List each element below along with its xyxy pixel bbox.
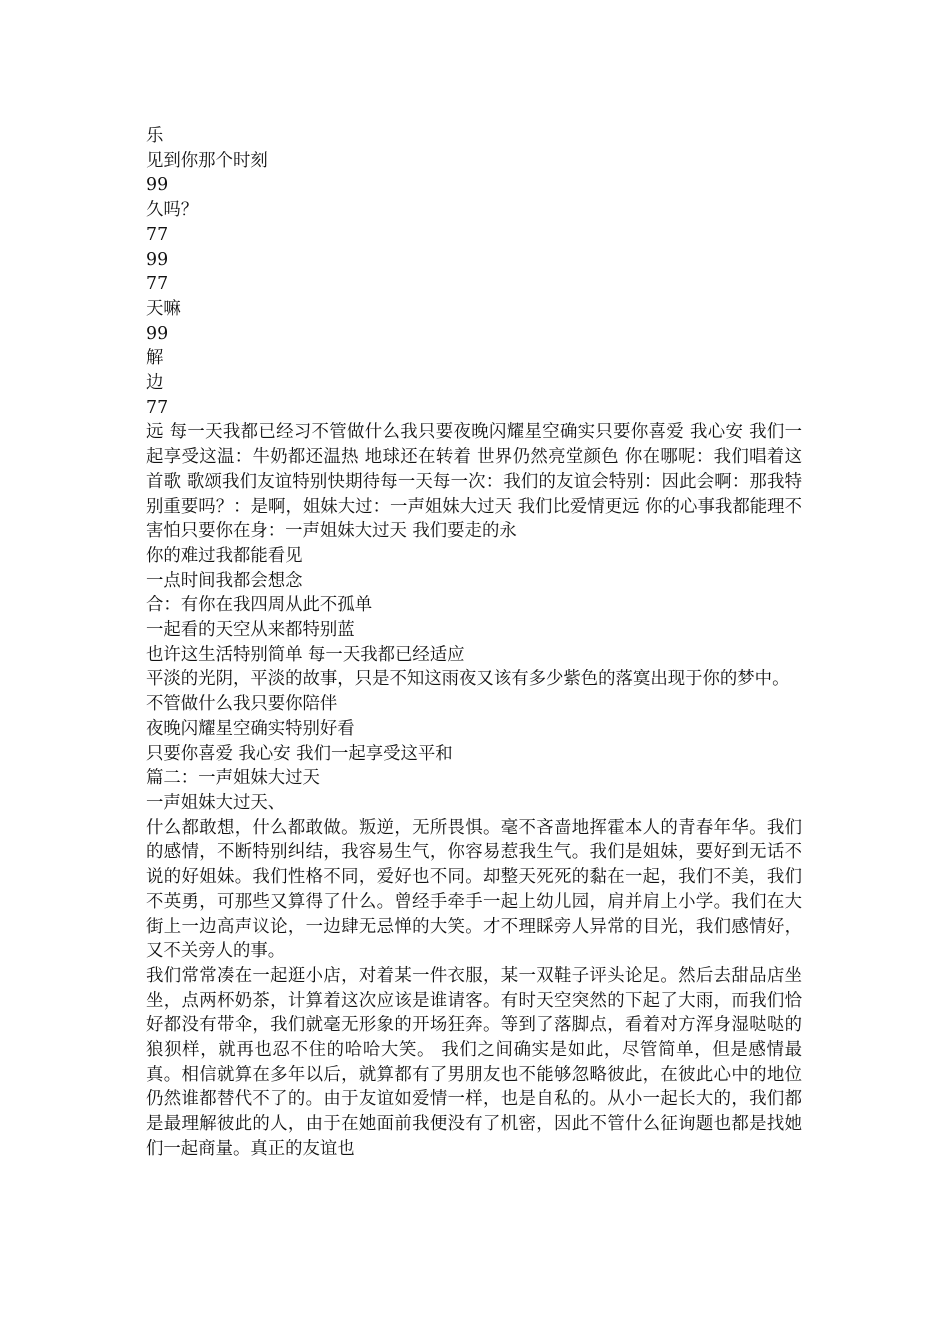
text-line: 一声姐妹大过天、 <box>146 792 286 813</box>
text-line: 99 <box>146 323 169 344</box>
text-line: 77 <box>146 224 169 245</box>
text-line: 一点时间我都会想念 <box>146 570 303 591</box>
body-paragraph: 我们常常凑在一起逛小店，对着某一件衣服，某一双鞋子评头论足。然后去甜品店坐坐，点两杯奶茶，计算着这次应该是谁请客。有时天空突然的下起了大雨，而我们恰好都没有带伞，我们就毫无形象的开场狂奔。等到了落脚点，看着对方浑身湿哒哒的狼狈样，就再也忍不住的哈哈大笑。 我们之间确实是如此，尽管简单，但是感情最真。相信就算在多年以后，就算都有了男朋友也不能够忽略彼此，在彼此心中的地位仍然谁都替代不了的。由于友谊如爱情一样，也是自私的。从小一起长大的，我们都是最理解彼此的人，由于在她面前我便没有了机密，因此不管什么征询题也都是找她们一起商量。真正的友谊也 <box>146 965 802 1159</box>
text-line: 你的难过我都能看见 <box>146 545 303 566</box>
text-line: 77 <box>146 274 169 295</box>
text-line: 99 <box>146 249 169 270</box>
text-line: 不管做什么我只要你陪伴 <box>146 694 338 715</box>
body-paragraph: 平淡的光阴，平淡的故事，只是不知这雨夜又该有多少紫色的落寞出现于你的梦中。 <box>146 669 790 690</box>
text-line: 99 <box>146 175 169 196</box>
text-line: 也许这生活特别简单 每一天我都已经适应 <box>146 644 465 665</box>
text-line: 夜晚闪耀星空确实特别好看 <box>146 718 355 739</box>
text-line: 见到你那个时刻 <box>146 150 268 171</box>
text-line: 久吗？ <box>146 200 199 221</box>
text-line: 合：有你在我四周从此不孤单 <box>146 595 373 616</box>
text-line: 边 <box>146 373 164 394</box>
text-line: 解 <box>146 348 164 369</box>
text-line: 天嘛 <box>146 298 181 319</box>
text-line: 77 <box>146 397 169 418</box>
lyrics-paragraph: 远 每一天我都已经习不管做什么我只要夜晚闪耀星空确实只要你喜爱 我心安 我们一起享受这温：牛奶都还温热 地球还在转着 世界仍然亮堂颜色 你在哪呢：我们唱着这首歌 歌颂我们友谊特别快期待每一天每一次：我们的友谊会特别：因此会啊：那我特别重要吗？：是啊，姐妹大过：一声姐妹大过天 我们比爱情更远 你的心事我都能理不害怕只要你在身：一声姐妹大过天 我们要走的永 <box>146 422 802 542</box>
body-paragraph: 什么都敢想，什么都敢做。叛逆，无所畏惧。毫不吝啬地挥霍本人的青春年华。我们的感情，不断特别纠结，我容易生气，你容易惹我生气。我们是姐妹，要好到无话不说的好姐妹。我们性格不同，爱好也不同。却整天死死的黏在一起，我们不美，我们不英勇，可那些又算得了什么。曾经手牵手一起上幼儿园，肩并肩上小学。我们在大街上一边高声议论，一边肆无忌惮的大笑。才不理睬旁人异常的目光，我们感情好，又不关旁人的事。 <box>146 817 802 962</box>
section-heading: 篇二：一声姐妹大过天 <box>146 768 320 789</box>
document-page <box>146 124 802 1162</box>
text-line: 一起看的天空从来都特别蓝 <box>146 620 355 641</box>
text-line: 只要你喜爱 我心安 我们一起享受这平和 <box>146 743 453 764</box>
text-line: 乐 <box>146 126 164 146</box>
